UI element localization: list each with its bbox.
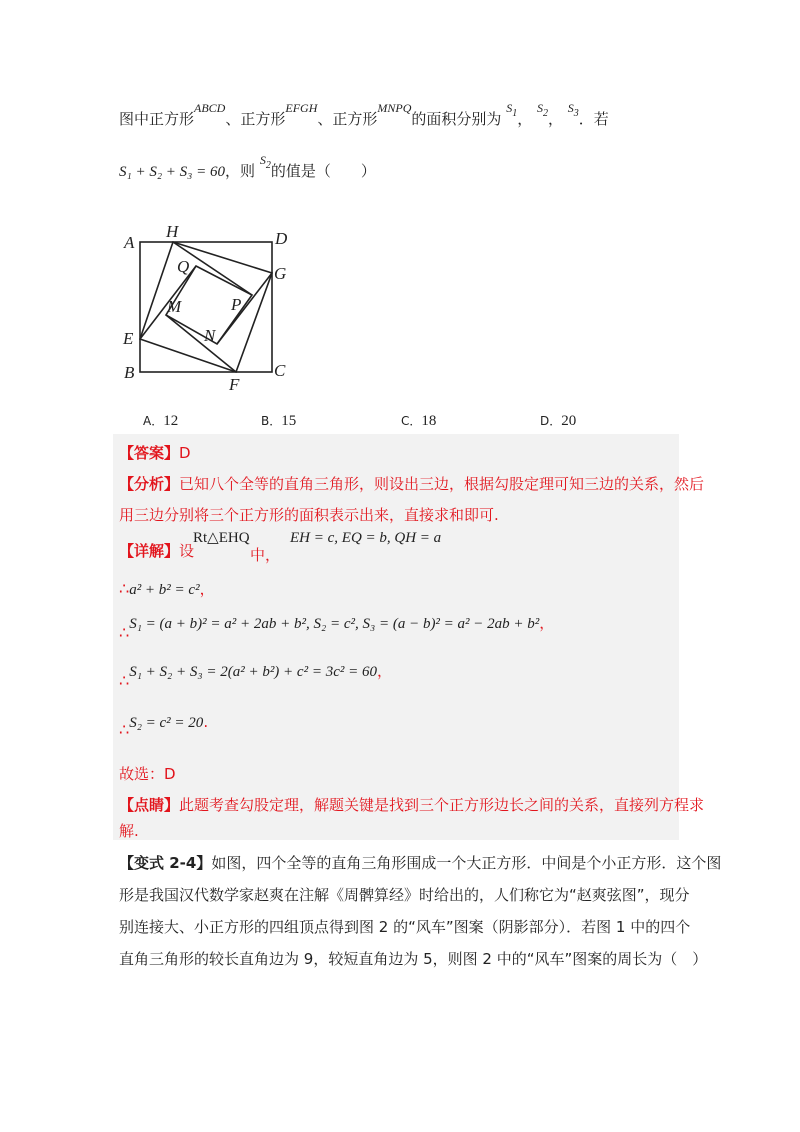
variant-line-1	[119, 852, 721, 873]
answer-value: D	[179, 444, 191, 462]
condition-equation: S₁ + S₂ + S₃ = 60	[119, 164, 226, 180]
punct: ，	[199, 580, 215, 598]
analysis-label: 【分析】	[119, 475, 180, 493]
variant-line-3: 别连接大、小正方形的四组顶点得到图 2 的“风车”图案（阴影部分）．若图 1 中的四个	[119, 918, 691, 936]
analysis-line-2	[119, 504, 499, 525]
step-4	[119, 712, 209, 739]
analysis-line-1	[119, 473, 704, 494]
question-text: 图中正方形	[119, 110, 195, 128]
label-f: F	[229, 375, 240, 394]
solution-box	[113, 434, 679, 840]
variant-label: 【变式 2-4】	[119, 854, 212, 872]
square-efgh-label: EFGH	[285, 101, 318, 115]
option-letter: D．	[540, 414, 562, 428]
label-a: A	[124, 233, 135, 252]
detail-label: 【详解】	[119, 542, 180, 560]
punct: ，	[376, 662, 392, 680]
question-text: 的面积分别为	[411, 110, 502, 128]
label-c: C	[274, 361, 286, 380]
option-c[interactable]	[401, 410, 436, 430]
label-h: H	[166, 222, 179, 241]
option-letter: A．	[143, 414, 164, 428]
detail-line	[119, 540, 194, 561]
s3-symbol: S3	[567, 101, 579, 119]
s2-symbol: S2	[259, 153, 271, 171]
label-p: P	[231, 295, 242, 314]
option-b[interactable]	[261, 410, 296, 430]
label-e: E	[123, 329, 134, 348]
option-letter: C．	[401, 414, 422, 428]
question-text: ．若	[578, 110, 609, 128]
question-text: ，	[517, 110, 533, 128]
option-value: 18	[421, 413, 437, 429]
label-q: Q	[177, 257, 190, 276]
question-text: ，	[547, 110, 563, 128]
step-2	[119, 612, 555, 642]
answer-label: 【答案】	[119, 444, 180, 462]
option-d[interactable]	[540, 410, 576, 430]
square-mnpq-label: MNPQ	[377, 101, 412, 115]
equation-3: S₁ + S₂ + S₃ = 2(a² + b²) + c² = 3c² = 60	[129, 664, 377, 680]
label-d: D	[275, 229, 288, 248]
label-b: B	[124, 363, 135, 382]
comment-label: 【点睛】	[119, 796, 180, 814]
s2-symbol: S2	[536, 101, 548, 119]
option-value: 12	[163, 413, 179, 429]
detail-set: 设	[179, 542, 195, 560]
analysis-text: 用三边分别将三个正方形的面积表示出来，直接求和即可.	[119, 506, 499, 524]
label-m: M	[167, 297, 182, 316]
therefore-symbol: ∴	[119, 579, 130, 598]
equation-4: S₂ = c² = 20	[129, 715, 204, 731]
question-text: 、正方形	[225, 110, 286, 128]
choice-line: 故选：D	[119, 765, 176, 783]
variant-text: 如图，四个全等的直角三角形围成一个大正方形．中间是个小正方形．这个图	[211, 854, 722, 872]
detail-triangle	[193, 528, 250, 547]
question-text: 、正方形	[317, 110, 378, 128]
s1-symbol: S1	[506, 101, 518, 119]
equation-2: S₁ = (a + b)² = a² + 2ab + b², S₂ = c², S₃ = (a − b)² = a² − 2ab + b²	[129, 616, 540, 632]
triangle-name: Rt△EHQ	[193, 530, 250, 546]
variant-line-4: 直角三角形的较长直角边为 9，较短直角边为 5，则图 2 中的“风车”图案的周长为（ ）	[119, 950, 708, 968]
option-value: 20	[561, 413, 577, 429]
comment-line-1	[119, 794, 704, 815]
answer-line	[119, 442, 191, 463]
option-letter: B．	[261, 414, 282, 428]
question-text: 的值是（ ）	[270, 162, 376, 180]
square-efgh	[140, 242, 272, 372]
punct: ，	[539, 614, 555, 632]
comment-line-2: 解.	[119, 822, 139, 840]
detail-vars: EH = c, EQ = b, QH = a	[290, 530, 442, 546]
question-text: ，则	[225, 162, 256, 180]
geometry-figure	[115, 220, 305, 395]
square-abcd-label: ABCD	[194, 101, 226, 115]
option-a[interactable]	[143, 410, 178, 430]
therefore-symbol: ∴	[119, 671, 130, 690]
label-g: G	[274, 264, 287, 283]
step-1	[119, 578, 215, 599]
analysis-text: 已知八个全等的直角三角形，则设出三边，根据勾股定理可知三边的关系，然后	[179, 475, 705, 493]
equation-1: a² + b² = c²	[129, 582, 200, 598]
question-line-1	[119, 101, 609, 129]
square-abcd	[140, 242, 272, 372]
label-n: N	[204, 326, 216, 345]
variant-line-2: 形是我国汉代数学家赵爽在注解《周髀算经》时给出的，人们称它为“赵爽弦图”，现分	[119, 886, 690, 904]
option-value: 15	[281, 413, 297, 429]
therefore-symbol: ∴	[119, 623, 130, 642]
segment-fm	[166, 315, 236, 372]
detail-in: 中，	[250, 546, 281, 564]
punct: .	[203, 713, 209, 731]
step-3	[119, 660, 392, 690]
therefore-symbol: ∴	[119, 720, 130, 739]
comment-text: 此题考查勾股定理，解题关键是找到三个正方形边长之间的关系，直接列方程求	[179, 796, 705, 814]
segment-gn	[217, 273, 272, 344]
question-line-2	[119, 153, 376, 181]
